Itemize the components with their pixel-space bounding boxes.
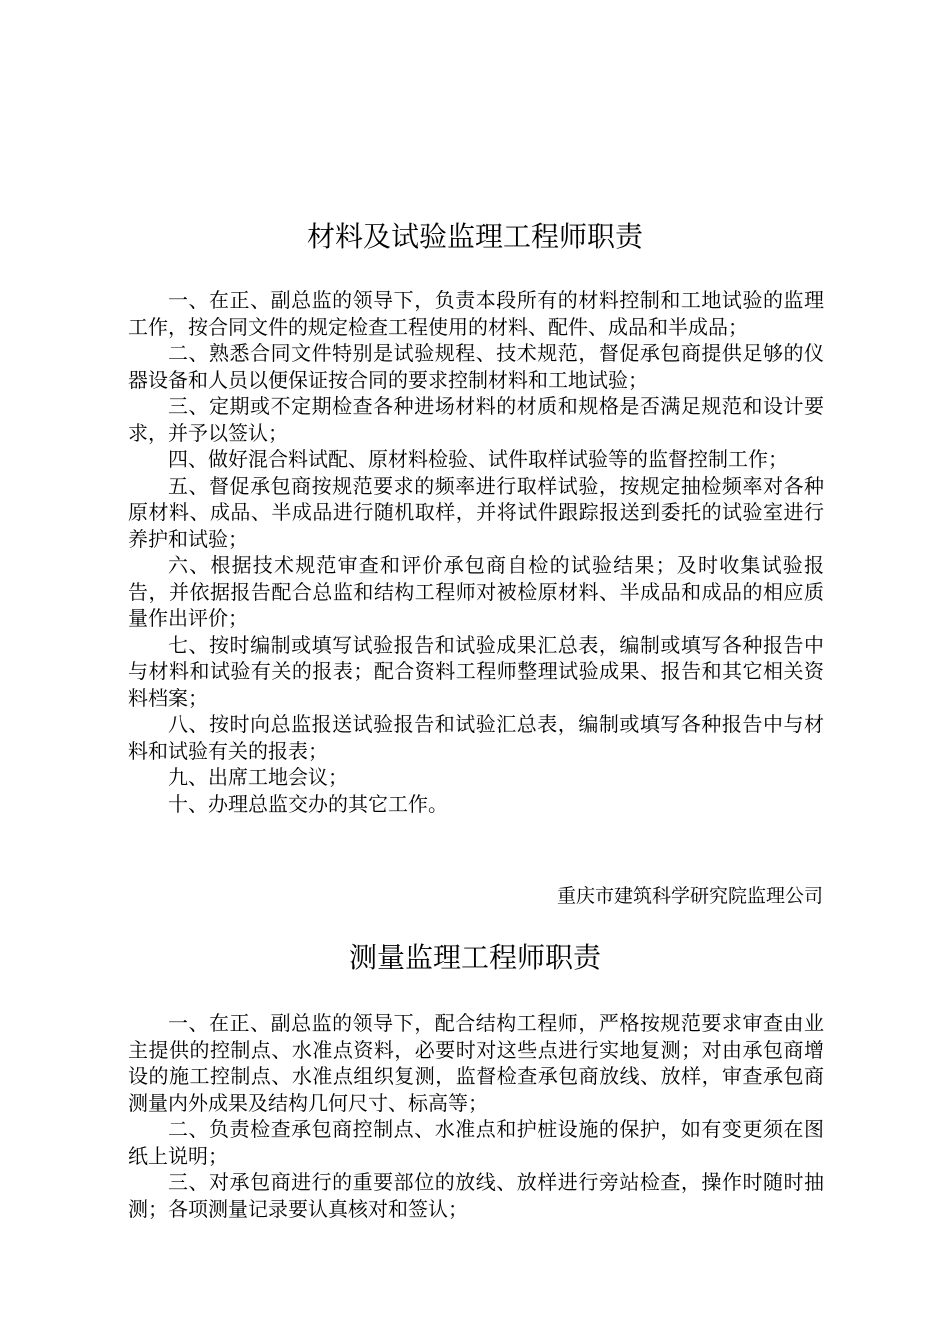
section2-body xyxy=(128,1010,824,1222)
section1-paragraph-7: 七、按时编制或填写试验报告和试验成果汇总表，编制或填写各种报告中与材料和试验有关的报表；配合资料工程师整理试验成果、报告和其它相关资料档案； xyxy=(128,632,824,710)
section1-paragraph-1: 一、在正、副总监的领导下，负责本段所有的材料控制和工地试验的监理工作，按合同文件的规定检查工程使用的材料、配件、成品和半成品； xyxy=(128,288,824,339)
section1-paragraph-3: 三、定期或不定期检查各种进场材料的材质和规格是否满足规范和设计要求，并予以签认； xyxy=(128,394,824,445)
section1-body xyxy=(128,287,824,817)
section2-paragraph-1: 一、在正、副总监的领导下，配合结构工程师，严格按规范要求审查由业主提供的控制点、水准点资料，必要时对这些点进行实地复测；对由承包商增设的施工控制点、水准点组织复测，监督检查承包商放线、放样，审查承包商测量内外成果及结构几何尺寸、标高等； xyxy=(128,1011,824,1115)
section1-paragraph-5: 五、督促承包商按规范要求的频率进行取样试验，按规定抽检频率对各种原材料、成品、半成品进行随机取样，并将试件跟踪报送到委托的试验室进行养护和试验； xyxy=(128,473,824,551)
section1-paragraph-6: 六、根据技术规范审查和评价承包商自检的试验结果；及时收集试验报告，并依据报告配合总监和结构工程师对被检原材料、半成品和成品的相应质量作出评价； xyxy=(128,553,824,630)
section2-title: 测量监理工程师职责 xyxy=(348,941,601,974)
section1-paragraph-4: 四、做好混合料试配、原材料检验、试件取样试验等的监督控制工作； xyxy=(168,447,788,471)
section1-paragraph-8: 八、按时向总监报送试验报告和试验汇总表，编制或填写各种报告中与材料和试验有关的报表； xyxy=(128,712,824,763)
company-signature: 重庆市建筑科学研究院监理公司 xyxy=(556,885,823,907)
section1-paragraph-2: 二、熟悉合同文件特别是试验规程、技术规范，督促承包商提供足够的仪器设备和人员以便保证按合同的要求控制材料和工地试验； xyxy=(128,341,824,392)
section1-paragraph-9: 九、出席工地会议； xyxy=(168,765,348,789)
section1-paragraph-10: 十、办理总监交办的其它工作。 xyxy=(168,791,448,816)
section2-paragraph-2: 二、负责检查承包商控制点、水准点和护桩设施的保护，如有变更须在图纸上说明； xyxy=(128,1117,824,1168)
section1-title: 材料及试验监理工程师职责 xyxy=(306,220,643,253)
section2-paragraph-3: 三、对承包商进行的重要部位的放线、放样进行旁站检查，操作时随时抽测；各项测量记录要认真核对和签认； xyxy=(128,1170,824,1221)
